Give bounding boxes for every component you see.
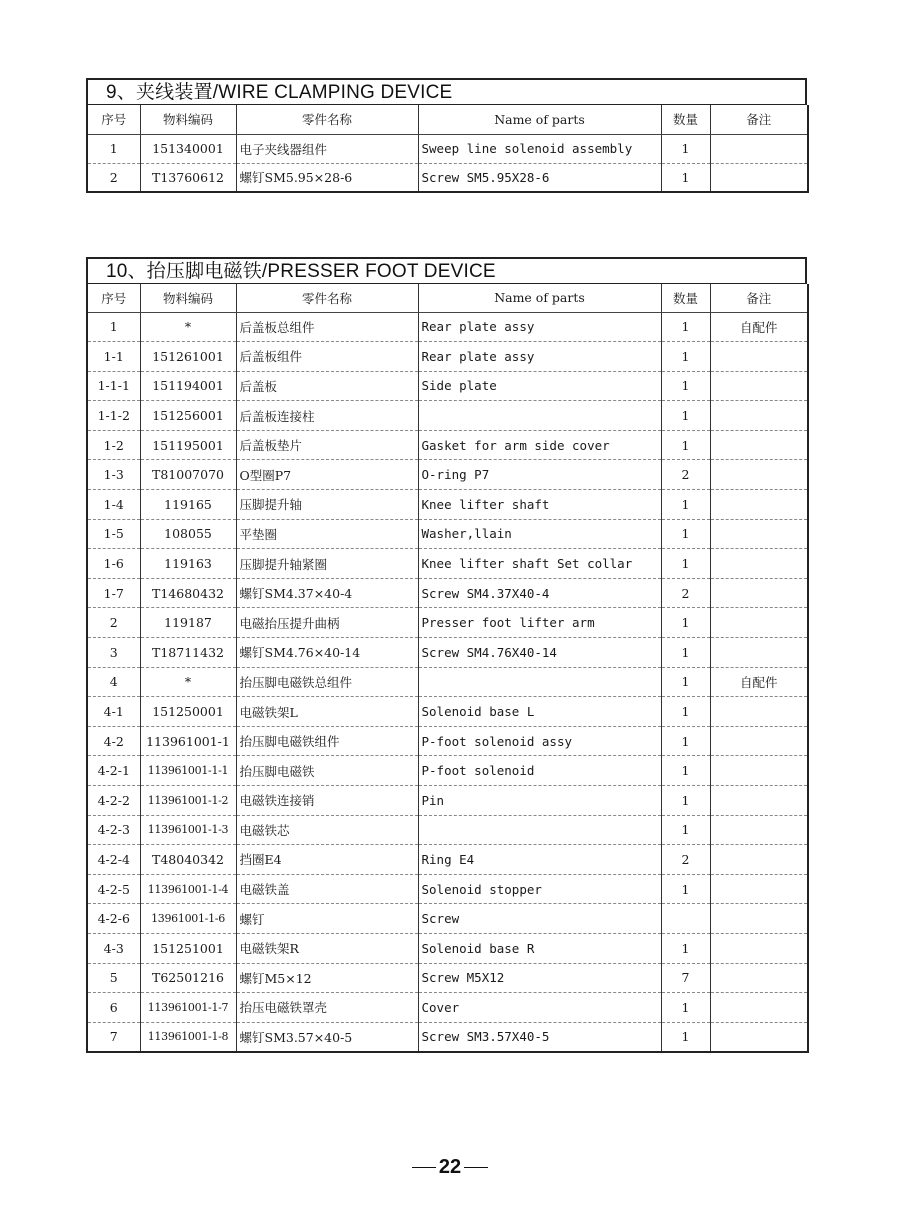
- cell-name-en: Solenoid stopper: [418, 874, 661, 904]
- cell-note: [710, 342, 808, 372]
- cell-name-cn: 螺钉: [236, 904, 418, 934]
- cell-code: 151250001: [140, 697, 236, 727]
- cell-code: 113961001-1-1: [140, 756, 236, 786]
- cell-note: [710, 608, 808, 638]
- cell-index: 4-2-2: [87, 786, 140, 816]
- cell-name-en: Knee lifter shaft Set collar: [418, 549, 661, 579]
- cell-code: 151194001: [140, 371, 236, 401]
- cell-name-cn: 电子夹线器组件: [236, 134, 418, 163]
- cell-name-en: Ring E4: [418, 845, 661, 875]
- cell-note: [710, 549, 808, 579]
- cell-index: 1-2: [87, 430, 140, 460]
- cell-name-en: Screw SM3.57X40-5: [418, 1022, 661, 1052]
- col-header-index: 序号: [87, 105, 140, 134]
- table-row: [87, 578, 808, 608]
- cell-qty: 1: [661, 312, 710, 342]
- table-row: [87, 933, 808, 963]
- table-row: [87, 1022, 808, 1052]
- cell-name-cn: 抬压脚电磁铁: [236, 756, 418, 786]
- cell-index: 4-1: [87, 697, 140, 727]
- cell-index: 1-5: [87, 519, 140, 549]
- cell-name-en: P-foot solenoid: [418, 756, 661, 786]
- cell-name-en: O-ring P7: [418, 460, 661, 490]
- cell-name-cn: 抬压电磁铁罩壳: [236, 993, 418, 1023]
- cell-index: 1-6: [87, 549, 140, 579]
- table-row: [87, 312, 808, 342]
- cell-code: 151195001: [140, 430, 236, 460]
- table-row: [87, 638, 808, 668]
- cell-code: 113961001-1-8: [140, 1022, 236, 1052]
- cell-name-cn: 抬压脚电磁铁总组件: [236, 667, 418, 697]
- col-header-qty: 数量: [661, 105, 710, 134]
- cell-qty: 1: [661, 401, 710, 431]
- cell-index: 4-2-1: [87, 756, 140, 786]
- table-row: [87, 401, 808, 431]
- section-wire-clamping: [86, 78, 807, 193]
- cell-note: 自配件: [710, 667, 808, 697]
- cell-note: [710, 815, 808, 845]
- cell-code: T13760612: [140, 163, 236, 192]
- cell-qty: 1: [661, 993, 710, 1023]
- cell-name-en: Washer,llain: [418, 519, 661, 549]
- cell-name-cn: O型圈P7: [236, 460, 418, 490]
- table-row: [87, 549, 808, 579]
- cell-note: [710, 430, 808, 460]
- cell-qty: 1: [661, 1022, 710, 1052]
- cell-note: [710, 163, 808, 192]
- table-row: [87, 815, 808, 845]
- cell-code: 13961001-1-6: [140, 904, 236, 934]
- cell-note: [710, 756, 808, 786]
- cell-index: 1-7: [87, 578, 140, 608]
- cell-qty: 1: [661, 697, 710, 727]
- table-row: [87, 163, 808, 192]
- cell-name-cn: 后盖板组件: [236, 342, 418, 372]
- cell-name-en: Solenoid base R: [418, 933, 661, 963]
- table-row: [87, 519, 808, 549]
- cell-qty: 1: [661, 608, 710, 638]
- page-number-value: 22: [438, 1156, 462, 1178]
- cell-code: 113961001-1-4: [140, 874, 236, 904]
- cell-code: *: [140, 667, 236, 697]
- cell-index: 4-2: [87, 726, 140, 756]
- cell-index: 3: [87, 638, 140, 668]
- cell-name-cn: 平垫圈: [236, 519, 418, 549]
- table-row: [87, 963, 808, 993]
- cell-name-cn: 电磁铁盖: [236, 874, 418, 904]
- cell-index: 7: [87, 1022, 140, 1052]
- page-number-dash-left: [412, 1167, 436, 1168]
- cell-note: [710, 578, 808, 608]
- cell-name-en: Cover: [418, 993, 661, 1023]
- cell-code: 113961001-1-3: [140, 815, 236, 845]
- cell-qty: 1: [661, 549, 710, 579]
- cell-code: 119165: [140, 490, 236, 520]
- cell-code: 151251001: [140, 933, 236, 963]
- table-header-row: [87, 284, 808, 312]
- cell-name-en: [418, 815, 661, 845]
- cell-note: [710, 786, 808, 816]
- cell-note: [710, 904, 808, 934]
- cell-qty: 2: [661, 845, 710, 875]
- table-row: [87, 342, 808, 372]
- cell-index: 4-3: [87, 933, 140, 963]
- cell-qty: 1: [661, 786, 710, 816]
- cell-note: [710, 401, 808, 431]
- table-row: [87, 993, 808, 1023]
- table-row: [87, 371, 808, 401]
- page-number-dash-right: [464, 1167, 488, 1168]
- cell-index: 1-1-1: [87, 371, 140, 401]
- cell-note: [710, 460, 808, 490]
- cell-index: 1-1-2: [87, 401, 140, 431]
- parts-table: [86, 284, 809, 1053]
- cell-name-en: Screw: [418, 904, 661, 934]
- cell-name-cn: 后盖板: [236, 371, 418, 401]
- table-row: [87, 726, 808, 756]
- cell-index: 4: [87, 667, 140, 697]
- cell-name-cn: 电磁铁架R: [236, 933, 418, 963]
- cell-name-en: [418, 401, 661, 431]
- cell-name-cn: 电磁铁芯: [236, 815, 418, 845]
- col-header-code: 物料编码: [140, 105, 236, 134]
- cell-name-cn: 压脚提升轴: [236, 490, 418, 520]
- cell-code: 151256001: [140, 401, 236, 431]
- col-header-index: 序号: [87, 284, 140, 312]
- cell-name-en: Sweep line solenoid assembly: [418, 134, 661, 163]
- cell-qty: 1: [661, 726, 710, 756]
- cell-qty: 1: [661, 134, 710, 163]
- cell-name-cn: 螺钉SM4.37×40-4: [236, 578, 418, 608]
- cell-name-en: [418, 667, 661, 697]
- cell-code: T18711432: [140, 638, 236, 668]
- cell-note: [710, 963, 808, 993]
- cell-code: T62501216: [140, 963, 236, 993]
- cell-note: [710, 993, 808, 1023]
- col-header-name-cn: 零件名称: [236, 105, 418, 134]
- cell-name-en: Gasket for arm side cover: [418, 430, 661, 460]
- cell-qty: 1: [661, 490, 710, 520]
- table-row: [87, 460, 808, 490]
- table-row: [87, 756, 808, 786]
- cell-name-en: Solenoid base L: [418, 697, 661, 727]
- cell-index: 5: [87, 963, 140, 993]
- table-row: [87, 786, 808, 816]
- cell-note: [710, 371, 808, 401]
- cell-qty: 1: [661, 874, 710, 904]
- cell-code: 113961001-1-2: [140, 786, 236, 816]
- cell-name-cn: 电磁铁架L: [236, 697, 418, 727]
- table-row: [87, 608, 808, 638]
- section-presser-foot: [86, 257, 807, 1053]
- cell-name-cn: 后盖板垫片: [236, 430, 418, 460]
- cell-note: [710, 134, 808, 163]
- table-row: [87, 134, 808, 163]
- cell-qty: 1: [661, 342, 710, 372]
- table-row: [87, 874, 808, 904]
- cell-name-cn: 螺钉M5×12: [236, 963, 418, 993]
- cell-name-en: P-foot solenoid assy: [418, 726, 661, 756]
- cell-name-en: Rear plate assy: [418, 312, 661, 342]
- cell-name-en: Screw SM5.95X28-6: [418, 163, 661, 192]
- col-header-name-cn: 零件名称: [236, 284, 418, 312]
- cell-name-cn: 后盖板连接柱: [236, 401, 418, 431]
- cell-code: 119163: [140, 549, 236, 579]
- cell-note: [710, 1022, 808, 1052]
- cell-code: 113961001-1-7: [140, 993, 236, 1023]
- cell-qty: 1: [661, 756, 710, 786]
- cell-qty: 1: [661, 638, 710, 668]
- cell-note: [710, 638, 808, 668]
- cell-qty: 2: [661, 460, 710, 490]
- cell-code: T81007070: [140, 460, 236, 490]
- parts-table: [86, 105, 809, 193]
- cell-name-en: Rear plate assy: [418, 342, 661, 372]
- cell-note: [710, 874, 808, 904]
- cell-note: [710, 933, 808, 963]
- cell-note: [710, 519, 808, 549]
- cell-note: [710, 845, 808, 875]
- table-row: [87, 667, 808, 697]
- cell-name-cn: 抬压脚电磁铁组件: [236, 726, 418, 756]
- cell-code: 151261001: [140, 342, 236, 372]
- cell-code: T48040342: [140, 845, 236, 875]
- col-header-qty: 数量: [661, 284, 710, 312]
- cell-name-cn: 挡圈E4: [236, 845, 418, 875]
- cell-index: 6: [87, 993, 140, 1023]
- cell-qty: 1: [661, 430, 710, 460]
- cell-code: 108055: [140, 519, 236, 549]
- cell-name-cn: 螺钉SM3.57×40-5: [236, 1022, 418, 1052]
- table-row: [87, 490, 808, 520]
- cell-name-cn: 螺钉SM4.76×40-14: [236, 638, 418, 668]
- cell-name-cn: 压脚提升轴紧圈: [236, 549, 418, 579]
- cell-name-cn: 后盖板总组件: [236, 312, 418, 342]
- cell-index: 4-2-5: [87, 874, 140, 904]
- table-header-row: [87, 105, 808, 134]
- cell-index: 1-1: [87, 342, 140, 372]
- cell-qty: 1: [661, 163, 710, 192]
- cell-qty: [661, 904, 710, 934]
- cell-index: 1: [87, 134, 140, 163]
- cell-index: 4-2-4: [87, 845, 140, 875]
- cell-qty: 1: [661, 371, 710, 401]
- cell-name-en: Knee lifter shaft: [418, 490, 661, 520]
- col-header-name-en: Name of parts: [418, 284, 661, 312]
- cell-name-en: Presser foot lifter arm: [418, 608, 661, 638]
- cell-qty: 1: [661, 667, 710, 697]
- cell-name-en: Screw SM4.76X40-14: [418, 638, 661, 668]
- cell-qty: 2: [661, 578, 710, 608]
- cell-index: 2: [87, 163, 140, 192]
- section-title: 10、抬压脚电磁铁/PRESSER FOOT DEVICE: [86, 257, 807, 284]
- cell-code: T14680432: [140, 578, 236, 608]
- cell-index: 4-2-3: [87, 815, 140, 845]
- cell-qty: 1: [661, 815, 710, 845]
- cell-name-cn: 螺钉SM5.95×28-6: [236, 163, 418, 192]
- col-header-note: 备注: [710, 284, 808, 312]
- cell-note: [710, 726, 808, 756]
- col-header-code: 物料编码: [140, 284, 236, 312]
- cell-index: 4-2-6: [87, 904, 140, 934]
- col-header-note: 备注: [710, 105, 808, 134]
- cell-index: 1-4: [87, 490, 140, 520]
- page-number: [0, 1156, 900, 1179]
- cell-code: *: [140, 312, 236, 342]
- cell-qty: 7: [661, 963, 710, 993]
- cell-qty: 1: [661, 933, 710, 963]
- table-row: [87, 430, 808, 460]
- cell-name-en: Screw M5X12: [418, 963, 661, 993]
- cell-qty: 1: [661, 519, 710, 549]
- cell-note: 自配件: [710, 312, 808, 342]
- table-row: [87, 904, 808, 934]
- cell-code: 119187: [140, 608, 236, 638]
- cell-name-cn: 电磁铁连接销: [236, 786, 418, 816]
- cell-name-cn: 电磁抬压提升曲柄: [236, 608, 418, 638]
- cell-note: [710, 490, 808, 520]
- section-title: 9、夹线装置/WIRE CLAMPING DEVICE: [86, 78, 807, 105]
- cell-index: 1: [87, 312, 140, 342]
- cell-code: 151340001: [140, 134, 236, 163]
- cell-index: 1-3: [87, 460, 140, 490]
- cell-code: 113961001-1: [140, 726, 236, 756]
- cell-name-en: Screw SM4.37X40-4: [418, 578, 661, 608]
- table-row: [87, 697, 808, 727]
- table-row: [87, 845, 808, 875]
- col-header-name-en: Name of parts: [418, 105, 661, 134]
- cell-index: 2: [87, 608, 140, 638]
- cell-note: [710, 697, 808, 727]
- cell-name-en: Pin: [418, 786, 661, 816]
- cell-name-en: Side plate: [418, 371, 661, 401]
